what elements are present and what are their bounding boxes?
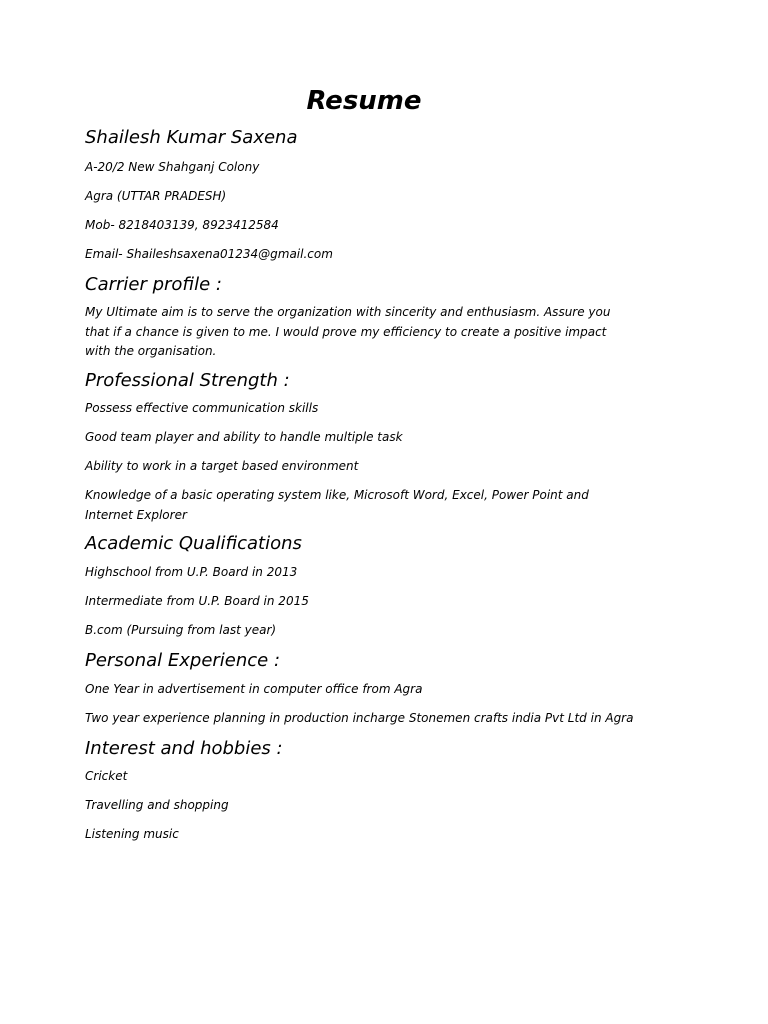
academic-item: B.com (Pursuing from last year) bbox=[85, 623, 277, 638]
document-title: Resume bbox=[306, 86, 422, 116]
address-line: A-20/2 New Shahganj Colony bbox=[85, 159, 260, 174]
career-profile-section bbox=[85, 274, 645, 362]
strength-item: Knowledge of a basic operating system like, Microsoft Word, Excel, Power Point and Internet Explorer bbox=[85, 488, 589, 522]
academic-item: Highschool from U.P. Board in 2013 bbox=[85, 565, 298, 580]
professional-strength-section bbox=[85, 370, 645, 526]
strength-item: Possess effective communication skills bbox=[85, 401, 319, 416]
experience-item: Two year experience planning in production incharge Stonemen crafts india Pvt Ltd in Agra bbox=[85, 710, 634, 725]
experience-heading: Personal Experience : bbox=[85, 650, 281, 672]
strength-item: Ability to work in a target based environment bbox=[85, 459, 359, 474]
career-profile-text: My Ultimate aim is to serve the organization with sincerity and enthusiasm. Assure you that if a chance is given to me. I would prove my efficiency to create a positive impact with the organisation. bbox=[85, 305, 611, 359]
hobby-item: Listening music bbox=[85, 827, 179, 842]
candidate-name: Shailesh Kumar Saxena bbox=[85, 127, 298, 149]
academic-item: Intermediate from U.P. Board in 2015 bbox=[85, 594, 309, 609]
resume-page bbox=[85, 86, 645, 854]
hobbies-section bbox=[85, 738, 645, 845]
academic-heading: Academic Qualifications bbox=[85, 533, 302, 555]
hobbies-heading: Interest and hobbies : bbox=[85, 737, 283, 759]
professional-strength-heading: Professional Strength : bbox=[85, 369, 290, 391]
experience-item: One Year in advertisement in computer office from Agra bbox=[85, 681, 423, 696]
mobile-line: Mob- 8218403139, 8923412584 bbox=[85, 217, 279, 232]
email-line: Email- Shaileshsaxena01234@gmail.com bbox=[85, 246, 333, 261]
academic-section bbox=[85, 533, 645, 640]
career-profile-heading: Carrier profile : bbox=[85, 273, 222, 295]
contact-block bbox=[85, 158, 645, 264]
strength-item: Good team player and ability to handle multiple task bbox=[85, 430, 403, 445]
hobby-item: Travelling and shopping bbox=[85, 798, 229, 813]
hobby-item: Cricket bbox=[85, 769, 128, 784]
experience-section bbox=[85, 650, 645, 728]
city-line: Agra (UTTAR PRADESH) bbox=[85, 188, 227, 203]
